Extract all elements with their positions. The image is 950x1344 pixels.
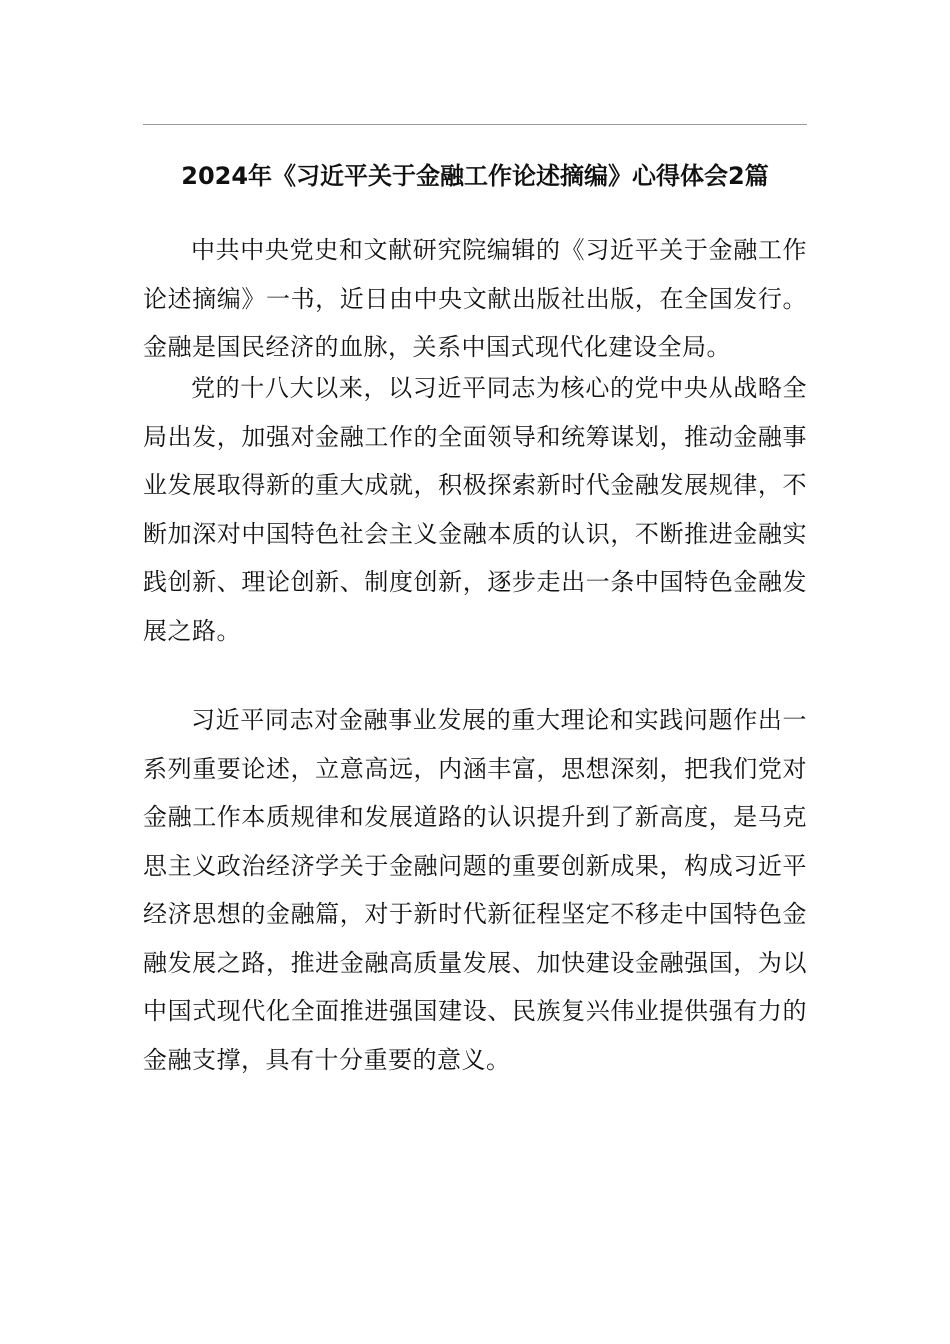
paragraph-3: 习近平同志对金融事业发展的重大理论和实践问题作出一系列重要论述，立意高远，内涵丰富，思想深刻，把我们党对金融工作本质规律和发展道路的认识提升到了新高度，是马克思主义政治经济学关于金融问题的重要创新成果，构成习近平经济思想的金融篇，对于新时代新征程坚定不移走中国特色金融发展之路，推进金融高质量发展、加快建设金融强国，为以中国式现代化全面推进强国建设、民族复兴伟业提供强有力的金融支撑，具有十分重要的意义。 [143, 706, 807, 1074]
document-title: 2024年《习近平关于金融工作论述摘编》心得体会2篇 [181, 162, 769, 190]
paragraph-1: 中共中央党史和文献研究院编辑的《习近平关于金融工作论述摘编》一书，近日由中央文献出版社出版，在全国发行。金融是国民经济的血脉，关系中国式现代化建设全局。 [143, 236, 807, 361]
paragraph-2: 党的十八大以来，以习近平同志为核心的党中央从战略全局出发，加强对金融工作的全面领导和统筹谋划，推动金融事业发展取得新的重大成就，积极探索新时代金融发展规律，不断加深对中国特色社会主义金融本质的认识，不断推进金融实践创新、理论创新、制度创新，逐步走出一条中国特色金融发展之路。 [143, 374, 807, 645]
header-divider [143, 124, 807, 125]
